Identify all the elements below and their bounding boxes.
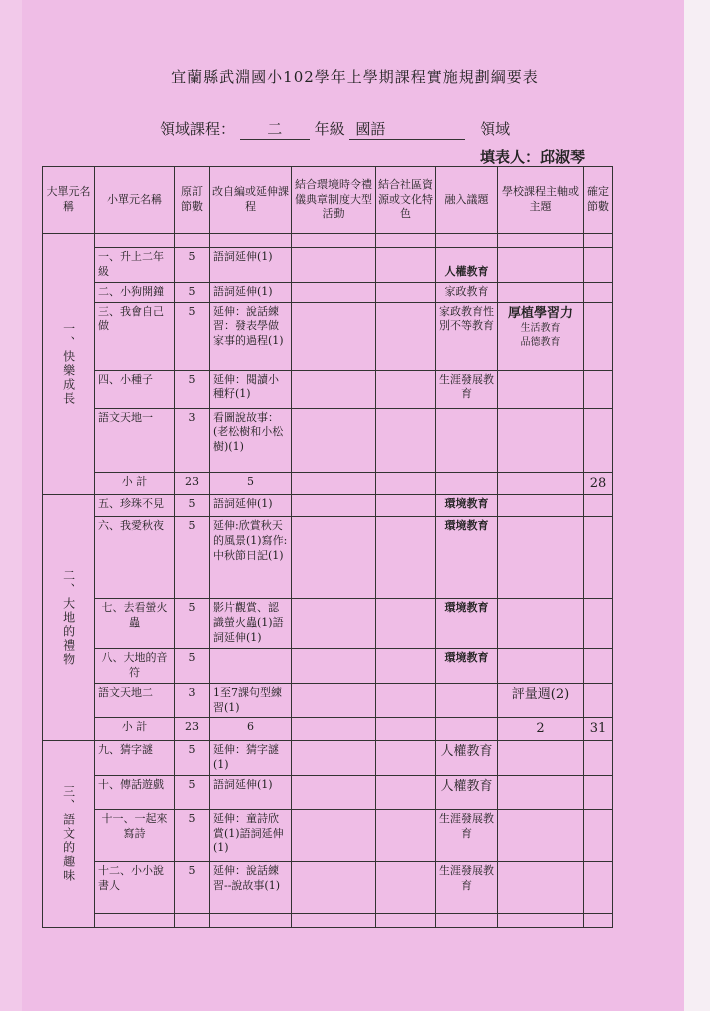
table-row <box>43 282 613 302</box>
table-row <box>43 599 613 649</box>
lesson-issue: 生涯發展教育 <box>436 861 498 913</box>
lesson-name: 語文天地二 <box>95 683 175 718</box>
table-row <box>43 775 613 809</box>
lesson-issue: 環境教育 <box>436 599 498 649</box>
header-cell: 結合社區資源或文化特色 <box>376 167 436 234</box>
lesson-hours: 5 <box>175 599 210 649</box>
lesson-name: 三、我會自己做 <box>95 302 175 370</box>
table-row <box>43 649 613 684</box>
lesson-issue: 人權教育 <box>436 248 498 283</box>
curriculum-table <box>42 166 613 928</box>
subtotal-hours: 23 <box>175 718 210 741</box>
lesson-hours: 5 <box>175 809 210 861</box>
subtotal-label: 小 計 <box>95 718 175 741</box>
table-row <box>43 683 613 718</box>
scan-right-edge <box>684 0 710 1011</box>
lesson-hours: 5 <box>175 775 210 809</box>
lesson-name: 十二、小小說書人 <box>95 861 175 913</box>
table-row <box>43 495 613 517</box>
header-row <box>43 167 613 234</box>
subtotal-row <box>43 718 613 741</box>
lesson-name: 二、小狗開鐘 <box>95 282 175 302</box>
header-cell: 結合環境時令禮儀典章制度大型活動 <box>292 167 376 234</box>
lesson-name: 一、升上二年級 <box>95 248 175 283</box>
lesson-extension: 延伸：閱讀小種籽(1) <box>210 370 292 408</box>
table-row <box>43 741 613 776</box>
header-cell: 大單元名稱 <box>43 167 95 234</box>
header-cell: 融入議題 <box>436 167 498 234</box>
grade-value: 二 <box>240 118 310 140</box>
grade-label: 年級 <box>314 120 345 138</box>
lesson-extension: 延伸:欣賞秋天的風景(1)寫作:中秋節日記(1) <box>210 517 292 599</box>
subtotal-label: 小 計 <box>95 472 175 495</box>
lesson-hours: 5 <box>175 649 210 684</box>
lesson-name: 十一、一起來寫詩 <box>95 809 175 861</box>
subtotal-theme: 2 <box>498 718 584 741</box>
lesson-hours: 5 <box>175 517 210 599</box>
scan-left-edge <box>0 0 22 1011</box>
lesson-extension: 語詞延伸(1) <box>210 775 292 809</box>
lesson-hours: 5 <box>175 370 210 408</box>
subtotal-hours: 23 <box>175 472 210 495</box>
lesson-extension: 延伸：猜字謎(1) <box>210 741 292 776</box>
filler-line: 填表人：邱淑琴 <box>480 148 586 166</box>
header-cell: 小單元名稱 <box>95 167 175 234</box>
spacer-row <box>43 234 613 248</box>
header-cell: 確定節數 <box>584 167 613 234</box>
lesson-name: 七、去看螢火蟲 <box>95 599 175 649</box>
school-theme-sub: 品德教育 <box>520 336 561 348</box>
table-row <box>43 408 613 472</box>
lesson-name: 六、我愛秋夜 <box>95 517 175 599</box>
lesson-extension <box>210 649 292 684</box>
lesson-issue: 環境教育 <box>436 495 498 517</box>
lesson-name: 四、小種子 <box>95 370 175 408</box>
subject-value: 國語 <box>349 118 465 140</box>
subtotal-confirmed: 28 <box>584 472 613 495</box>
lesson-extension: 延伸：說話練習--說故事(1) <box>210 861 292 913</box>
subtotal-theme <box>498 472 584 495</box>
subtotal-confirmed: 31 <box>584 718 613 741</box>
document-title: 宜蘭縣武淵國小102學年上學期課程實施規劃綱要表 <box>171 68 539 86</box>
subtotal-row <box>43 472 613 495</box>
table-row <box>43 302 613 370</box>
unit-name: 二、大地的禮物 <box>43 495 95 741</box>
school-theme: 評量週(2) <box>498 683 584 718</box>
lesson-hours: 5 <box>175 495 210 517</box>
lesson-extension: 語詞延伸(1) <box>210 495 292 517</box>
lesson-name: 十、傳話遊戲 <box>95 775 175 809</box>
domain-suffix: 領域 <box>480 120 511 138</box>
table-row <box>43 861 613 913</box>
lesson-name: 九、猜字謎 <box>95 741 175 776</box>
table-row <box>43 370 613 408</box>
lesson-issue: 家政教育性別不等教育 <box>436 302 498 370</box>
lesson-hours: 5 <box>175 248 210 283</box>
unit-name: 一、快樂成長 <box>43 234 95 495</box>
lesson-extension: 語詞延伸(1) <box>210 282 292 302</box>
subtotal-extension: 6 <box>210 718 292 741</box>
school-theme: 厚植學習力 <box>507 305 573 321</box>
lesson-issue: 人權教育 <box>436 775 498 809</box>
lesson-issue: 環境教育 <box>436 649 498 684</box>
lesson-hours: 3 <box>175 408 210 472</box>
lesson-issue: 生涯發展教育 <box>436 370 498 408</box>
header-cell: 改自編或延伸課程 <box>210 167 292 234</box>
table-row <box>43 809 613 861</box>
lesson-name: 語文天地一 <box>95 408 175 472</box>
lesson-extension: 延伸：說話練習：發表學做家事的過程(1) <box>210 302 292 370</box>
school-theme-sub: 生活教育 <box>520 323 561 335</box>
lesson-name: 五、珍珠不見 <box>95 495 175 517</box>
table-row <box>43 913 613 927</box>
lesson-hours: 5 <box>175 302 210 370</box>
lesson-hours: 5 <box>175 741 210 776</box>
lesson-issue: 家政教育 <box>436 282 498 302</box>
lesson-issue: 生涯發展教育 <box>436 809 498 861</box>
lesson-issue: 人權教育 <box>436 741 498 776</box>
table-row <box>43 248 613 283</box>
lesson-extension: 語詞延伸(1) <box>210 248 292 283</box>
header-cell: 原訂節數 <box>175 167 210 234</box>
subtotal-extension: 5 <box>210 472 292 495</box>
lesson-hours: 5 <box>175 861 210 913</box>
lesson-extension: 看圖說故事：(老松樹和小松樹)(1) <box>210 408 292 472</box>
unit-name: 三、語文的趣味 <box>43 741 95 928</box>
lesson-hours: 5 <box>175 282 210 302</box>
lesson-name: 八、大地的音符 <box>95 649 175 684</box>
lesson-extension: 1至7課句型練習(1) <box>210 683 292 718</box>
lesson-extension: 延伸：童詩欣賞(1)語詞延伸(1) <box>210 809 292 861</box>
header-cell: 學校課程主軸或主題 <box>498 167 584 234</box>
table-row <box>43 517 613 599</box>
domain-label: 領域課程： <box>160 120 236 138</box>
lesson-hours: 3 <box>175 683 210 718</box>
lesson-extension: 影片觀賞、認識螢火蟲(1)語詞延伸(1) <box>210 599 292 649</box>
lesson-issue: 環境教育 <box>436 517 498 599</box>
domain-line <box>160 118 510 140</box>
